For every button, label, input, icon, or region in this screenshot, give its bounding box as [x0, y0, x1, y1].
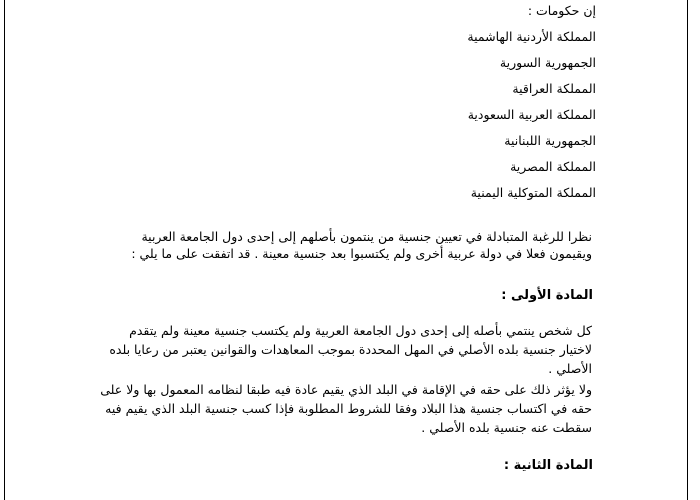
- article-1-line: حقه في اكتساب جنسية هذا البلاد وفقا للشروط المطلوبة فإذا كسب جنسية البلد الذي يقيم فيه: [105, 401, 592, 416]
- preamble-line: نظرا للرغبة المتبادلة في تعيين جنسية من ينتمون بأصلهم إلى إحدى دول الجامعة العربية: [141, 229, 592, 244]
- article-1-line: كل شخص ينتمي بأصله إلى إحدى دول الجامعة العربية ولم يكتسب جنسية معينة ولم يتقدم: [129, 323, 592, 338]
- governments-intro: إن حكومات :: [527, 3, 596, 18]
- article-1-line: الأصلي .: [548, 361, 592, 376]
- article-1-title: المادة الأولى :: [501, 288, 593, 303]
- government-item: المملكة المتوكلية اليمنية: [470, 185, 596, 200]
- page-border-left: [4, 0, 5, 500]
- article-1-line: لاختيار جنسية بلده الأصلي في المهل المحددة بموجب المعاهدات والقوانين يعتبر من رعايا بلده: [109, 342, 592, 357]
- government-item: المملكة العراقية: [512, 81, 596, 96]
- government-item: المملكة المصرية: [510, 159, 596, 174]
- article-1-line: ولا يؤثر ذلك على حقه في الإقامة في البلد الذي يقيم عادة فيه طبقا لنظامه المعمول بها ولا على: [100, 382, 592, 397]
- government-item: الجمهورية السورية: [499, 55, 596, 70]
- article-2-title: المادة الثانية :: [503, 458, 593, 473]
- government-item: الجمهورية اللبنانية: [504, 133, 596, 148]
- government-item: المملكة العربية السعودية: [467, 107, 596, 122]
- government-item: المملكة الأردنية الهاشمية: [467, 29, 596, 44]
- preamble-line: ويقيمون فعلا في دولة عربية أخرى ولم يكتسبوا بعد جنسية معينة . قد اتفقت على ما يلي :: [131, 246, 592, 261]
- article-1-line: سقطت عنه جنسية بلده الأصلي .: [421, 420, 592, 435]
- page-border-right: [687, 0, 688, 500]
